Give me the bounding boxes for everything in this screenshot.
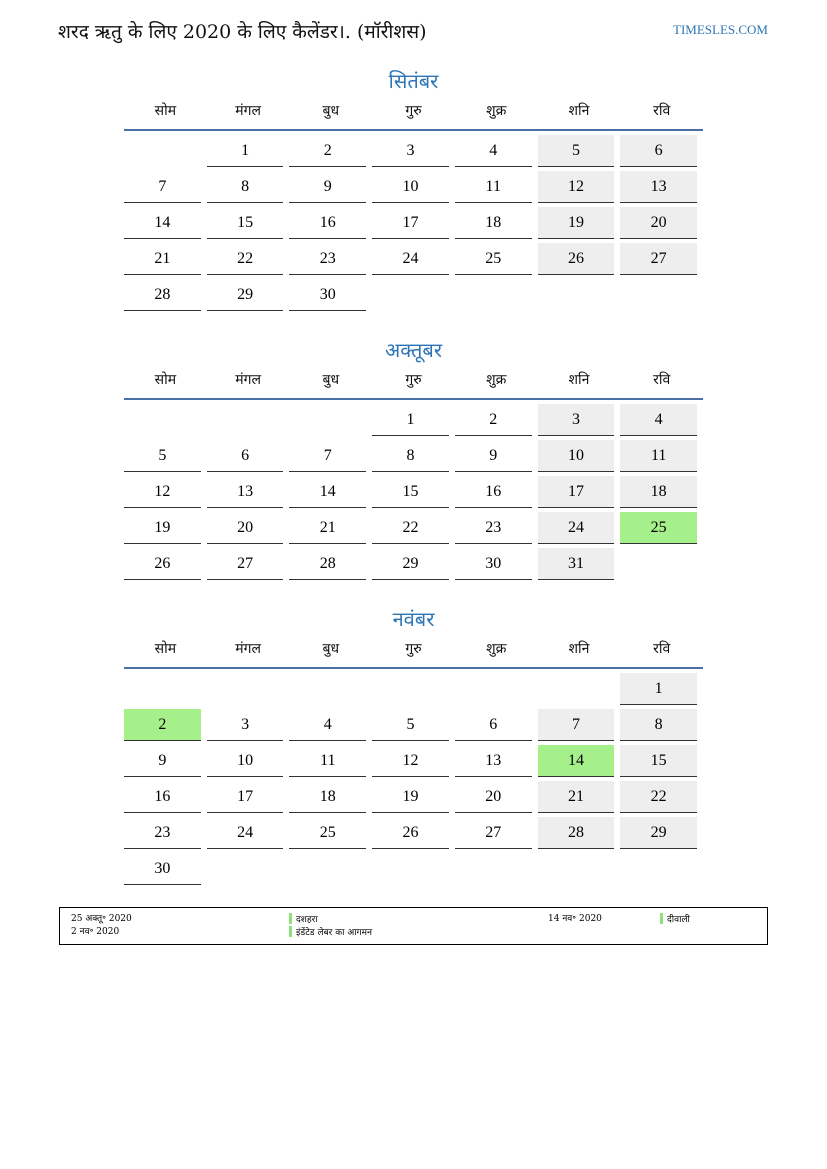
day-cell[interactable] (455, 440, 538, 476)
day-cell[interactable] (289, 512, 372, 548)
day-number: 10 (207, 745, 284, 777)
empty-cell (124, 673, 207, 709)
day-number: 6 (620, 135, 697, 167)
day-number: 28 (538, 817, 615, 849)
day-cell[interactable] (372, 440, 455, 476)
day-number: 3 (372, 135, 449, 167)
week-row (124, 709, 703, 745)
day-number: 7 (124, 171, 201, 203)
day-number: 26 (372, 817, 449, 849)
empty-cell (620, 279, 703, 315)
day-number: 13 (620, 171, 697, 203)
holiday-marker (289, 913, 292, 924)
day-cell[interactable] (455, 548, 538, 584)
weekday-label: बुध (322, 103, 340, 119)
day-number: 16 (455, 476, 532, 508)
day-cell[interactable] (289, 476, 372, 512)
empty-cell (538, 673, 621, 709)
day-number: 26 (538, 243, 615, 275)
holiday-marker (289, 926, 292, 937)
day-number: 21 (538, 781, 615, 813)
day-cell[interactable] (538, 171, 621, 207)
weekday-label: रवि (653, 103, 671, 119)
page-title: शरद ऋतु के लिए 2020 के लिए कैलेंडर।. (मॉरीशस) (58, 21, 427, 43)
day-cell[interactable] (124, 709, 207, 745)
day-cell[interactable] (289, 548, 372, 584)
day-cell[interactable] (372, 512, 455, 548)
day-cell[interactable] (207, 440, 290, 476)
day-cell[interactable] (289, 781, 372, 817)
weekday-label: सोम (154, 641, 177, 657)
day-cell[interactable] (124, 512, 207, 548)
empty-cell (207, 853, 290, 889)
day-cell[interactable] (455, 781, 538, 817)
day-number: 2 (289, 135, 366, 167)
day-cell[interactable] (372, 548, 455, 584)
week-row (124, 781, 703, 817)
day-number: 17 (538, 476, 615, 508)
day-cell[interactable] (455, 709, 538, 745)
empty-cell (289, 853, 372, 889)
legend-name: इंडेंटेड लेबर का आगमन (289, 926, 372, 939)
day-number: 5 (538, 135, 615, 167)
day-number: 27 (455, 817, 532, 849)
day-number: 17 (207, 781, 284, 813)
day-cell[interactable] (124, 243, 207, 279)
day-number: 2 (455, 404, 532, 436)
day-cell[interactable] (455, 817, 538, 853)
day-cell[interactable] (289, 243, 372, 279)
empty-cell (455, 673, 538, 709)
week-row (124, 512, 703, 548)
day-number: 11 (289, 745, 366, 777)
weekday-label: रवि (653, 372, 671, 388)
day-number: 9 (455, 440, 532, 472)
weekday-label: गुरु (405, 372, 422, 388)
day-cell[interactable] (538, 781, 621, 817)
day-number: 20 (620, 207, 697, 239)
day-cell[interactable] (538, 135, 621, 171)
day-cell[interactable] (455, 135, 538, 171)
month-calendar (124, 335, 703, 584)
week-row (124, 404, 703, 440)
empty-cell (538, 279, 621, 315)
day-number: 7 (289, 440, 366, 472)
day-cell[interactable] (620, 476, 703, 512)
day-number: 14 (538, 745, 615, 777)
day-cell[interactable] (538, 709, 621, 745)
week-row (124, 207, 703, 243)
day-number: 11 (455, 171, 532, 203)
legend-name: दीवाली (660, 913, 690, 926)
day-cell[interactable] (455, 171, 538, 207)
day-cell[interactable] (455, 745, 538, 781)
day-cell[interactable] (620, 512, 703, 548)
site-link[interactable]: TIMESLES.COM (673, 22, 768, 37)
weekday-label: शनि (568, 103, 590, 119)
day-number: 23 (289, 243, 366, 275)
day-number: 31 (538, 548, 615, 580)
weekday-label: रवि (653, 641, 671, 657)
day-number: 16 (124, 781, 201, 813)
day-number: 5 (372, 709, 449, 741)
day-cell[interactable] (372, 135, 455, 171)
day-number: 8 (372, 440, 449, 472)
day-cell[interactable] (207, 279, 290, 315)
day-number: 11 (620, 440, 697, 472)
weekday-label: शनि (568, 641, 590, 657)
day-number: 29 (620, 817, 697, 849)
day-cell[interactable] (620, 781, 703, 817)
day-number: 26 (124, 548, 201, 580)
day-number: 9 (124, 745, 201, 777)
day-cell[interactable] (124, 781, 207, 817)
day-cell[interactable] (620, 404, 703, 440)
empty-cell (124, 135, 207, 171)
week-row (124, 673, 703, 709)
day-number: 14 (289, 476, 366, 508)
day-cell[interactable] (538, 243, 621, 279)
weekday-label: मंगल (235, 641, 261, 657)
day-number: 6 (455, 709, 532, 741)
day-cell[interactable] (124, 476, 207, 512)
day-cell[interactable] (289, 171, 372, 207)
day-number: 20 (455, 781, 532, 813)
week-row (124, 171, 703, 207)
day-cell[interactable] (620, 171, 703, 207)
day-cell[interactable] (372, 207, 455, 243)
day-number: 19 (124, 512, 201, 544)
day-cell[interactable] (289, 817, 372, 853)
day-number: 30 (455, 548, 532, 580)
legend-date: 25 अक्तू॰ 2020 (71, 914, 132, 924)
day-number: 4 (289, 709, 366, 741)
week-row (124, 135, 703, 171)
day-number: 12 (372, 745, 449, 777)
empty-cell (620, 548, 703, 584)
week-row (124, 279, 703, 315)
week-row (124, 440, 703, 476)
week-row (124, 853, 703, 889)
weekday-label: शुक्र (486, 641, 507, 657)
day-cell[interactable] (207, 709, 290, 745)
day-cell[interactable] (124, 548, 207, 584)
day-number: 8 (620, 709, 697, 741)
day-cell[interactable] (620, 243, 703, 279)
day-number: 28 (124, 279, 201, 311)
month-calendar (124, 604, 703, 889)
day-number: 19 (538, 207, 615, 239)
day-number: 20 (207, 512, 284, 544)
week-row (124, 243, 703, 279)
day-number: 27 (620, 243, 697, 275)
day-cell[interactable] (455, 512, 538, 548)
day-cell[interactable] (538, 548, 621, 584)
day-cell[interactable] (207, 781, 290, 817)
legend-date: 2 नव॰ 2020 (71, 927, 120, 937)
day-cell[interactable] (124, 817, 207, 853)
day-number: 2 (124, 709, 201, 741)
day-number: 23 (455, 512, 532, 544)
day-number: 21 (124, 243, 201, 275)
day-number: 12 (124, 476, 201, 508)
empty-cell (620, 853, 703, 889)
empty-cell (207, 404, 290, 440)
day-cell[interactable] (620, 745, 703, 781)
day-cell[interactable] (207, 745, 290, 781)
weekday-header (124, 100, 703, 131)
day-number: 22 (207, 243, 284, 275)
day-number: 14 (124, 207, 201, 239)
weekday-header (124, 638, 703, 669)
day-cell[interactable] (124, 440, 207, 476)
empty-cell (124, 404, 207, 440)
day-number: 10 (372, 171, 449, 203)
day-cell[interactable] (207, 548, 290, 584)
day-number: 3 (207, 709, 284, 741)
day-number: 3 (538, 404, 615, 436)
day-number: 8 (207, 171, 284, 203)
day-cell[interactable] (289, 279, 372, 315)
day-cell[interactable] (372, 476, 455, 512)
weekday-label: शुक्र (486, 103, 507, 119)
day-cell[interactable] (538, 404, 621, 440)
day-cell[interactable] (207, 171, 290, 207)
day-number: 25 (455, 243, 532, 275)
day-cell[interactable] (372, 404, 455, 440)
day-cell[interactable] (620, 673, 703, 709)
day-cell[interactable] (538, 207, 621, 243)
empty-cell (372, 673, 455, 709)
day-cell[interactable] (372, 709, 455, 745)
weekday-label: गुरु (405, 641, 422, 657)
day-number: 10 (538, 440, 615, 472)
day-number: 22 (620, 781, 697, 813)
day-cell[interactable] (455, 476, 538, 512)
day-cell[interactable] (372, 781, 455, 817)
day-number: 24 (207, 817, 284, 849)
day-number: 15 (620, 745, 697, 777)
day-cell[interactable] (538, 440, 621, 476)
day-cell[interactable] (538, 512, 621, 548)
month-title: सितंबर (388, 69, 439, 93)
day-number: 30 (124, 853, 201, 885)
empty-cell (289, 404, 372, 440)
day-cell[interactable] (620, 207, 703, 243)
day-cell[interactable] (455, 404, 538, 440)
day-number: 24 (538, 512, 615, 544)
day-number: 5 (124, 440, 201, 472)
day-cell[interactable] (289, 709, 372, 745)
empty-cell (538, 853, 621, 889)
day-cell[interactable] (538, 745, 621, 781)
empty-cell (289, 673, 372, 709)
month-title: अक्तूबर (385, 338, 442, 362)
day-cell[interactable] (124, 279, 207, 315)
holiday-legend (59, 907, 768, 945)
day-cell[interactable] (207, 207, 290, 243)
day-cell[interactable] (538, 817, 621, 853)
week-row (124, 817, 703, 853)
day-number: 18 (455, 207, 532, 239)
day-number: 19 (372, 781, 449, 813)
weekday-label: बुध (322, 641, 340, 657)
day-cell[interactable] (207, 817, 290, 853)
empty-cell (455, 853, 538, 889)
day-cell[interactable] (207, 476, 290, 512)
day-number: 18 (620, 476, 697, 508)
day-number: 1 (620, 673, 697, 705)
day-number: 25 (620, 512, 697, 544)
day-number: 29 (207, 279, 284, 311)
empty-cell (372, 279, 455, 315)
day-number: 12 (538, 171, 615, 203)
day-number: 29 (372, 548, 449, 580)
day-cell[interactable] (289, 135, 372, 171)
day-number: 15 (207, 207, 284, 239)
day-number: 4 (620, 404, 697, 436)
day-cell[interactable] (289, 207, 372, 243)
weekday-label: सोम (154, 103, 177, 119)
day-number: 13 (207, 476, 284, 508)
day-cell[interactable] (124, 745, 207, 781)
day-number: 6 (207, 440, 284, 472)
day-cell[interactable] (124, 171, 207, 207)
day-cell[interactable] (620, 135, 703, 171)
month-title: नवंबर (392, 607, 435, 631)
weekday-label: मंगल (235, 103, 261, 119)
day-number: 24 (372, 243, 449, 275)
day-number: 27 (207, 548, 284, 580)
weekday-label: मंगल (235, 372, 261, 388)
day-cell[interactable] (207, 512, 290, 548)
week-row (124, 548, 703, 584)
week-row (124, 745, 703, 781)
day-cell[interactable] (372, 171, 455, 207)
day-cell[interactable] (289, 440, 372, 476)
empty-cell (455, 279, 538, 315)
day-cell[interactable] (207, 135, 290, 171)
legend-name: दशहरा (289, 913, 318, 926)
legend-date: 14 नव॰ 2020 (548, 914, 602, 924)
day-cell[interactable] (372, 817, 455, 853)
day-number: 15 (372, 476, 449, 508)
weekday-header (124, 369, 703, 400)
day-number: 7 (538, 709, 615, 741)
day-cell[interactable] (620, 817, 703, 853)
weekday-label: बुध (322, 372, 340, 388)
weekday-label: शनि (568, 372, 590, 388)
empty-cell (207, 673, 290, 709)
day-number: 13 (455, 745, 532, 777)
day-cell[interactable] (372, 243, 455, 279)
day-cell[interactable] (124, 853, 207, 889)
day-number: 22 (372, 512, 449, 544)
holiday-marker (660, 913, 663, 924)
day-number: 4 (455, 135, 532, 167)
empty-cell (372, 853, 455, 889)
day-number: 16 (289, 207, 366, 239)
day-number: 1 (207, 135, 284, 167)
day-number: 21 (289, 512, 366, 544)
month-calendar (124, 66, 703, 315)
day-number: 18 (289, 781, 366, 813)
day-cell[interactable] (124, 207, 207, 243)
day-cell[interactable] (620, 440, 703, 476)
day-cell[interactable] (455, 243, 538, 279)
day-cell[interactable] (455, 207, 538, 243)
day-cell[interactable] (207, 243, 290, 279)
day-number: 9 (289, 171, 366, 203)
day-number: 23 (124, 817, 201, 849)
day-cell[interactable] (289, 745, 372, 781)
day-number: 25 (289, 817, 366, 849)
weekday-label: गुरु (405, 103, 422, 119)
weekday-label: सोम (154, 372, 177, 388)
day-number: 28 (289, 548, 366, 580)
day-cell[interactable] (372, 745, 455, 781)
day-cell[interactable] (620, 709, 703, 745)
day-cell[interactable] (538, 476, 621, 512)
day-number: 1 (372, 404, 449, 436)
day-number: 30 (289, 279, 366, 311)
day-number: 17 (372, 207, 449, 239)
week-row (124, 476, 703, 512)
weekday-label: शुक्र (486, 372, 507, 388)
